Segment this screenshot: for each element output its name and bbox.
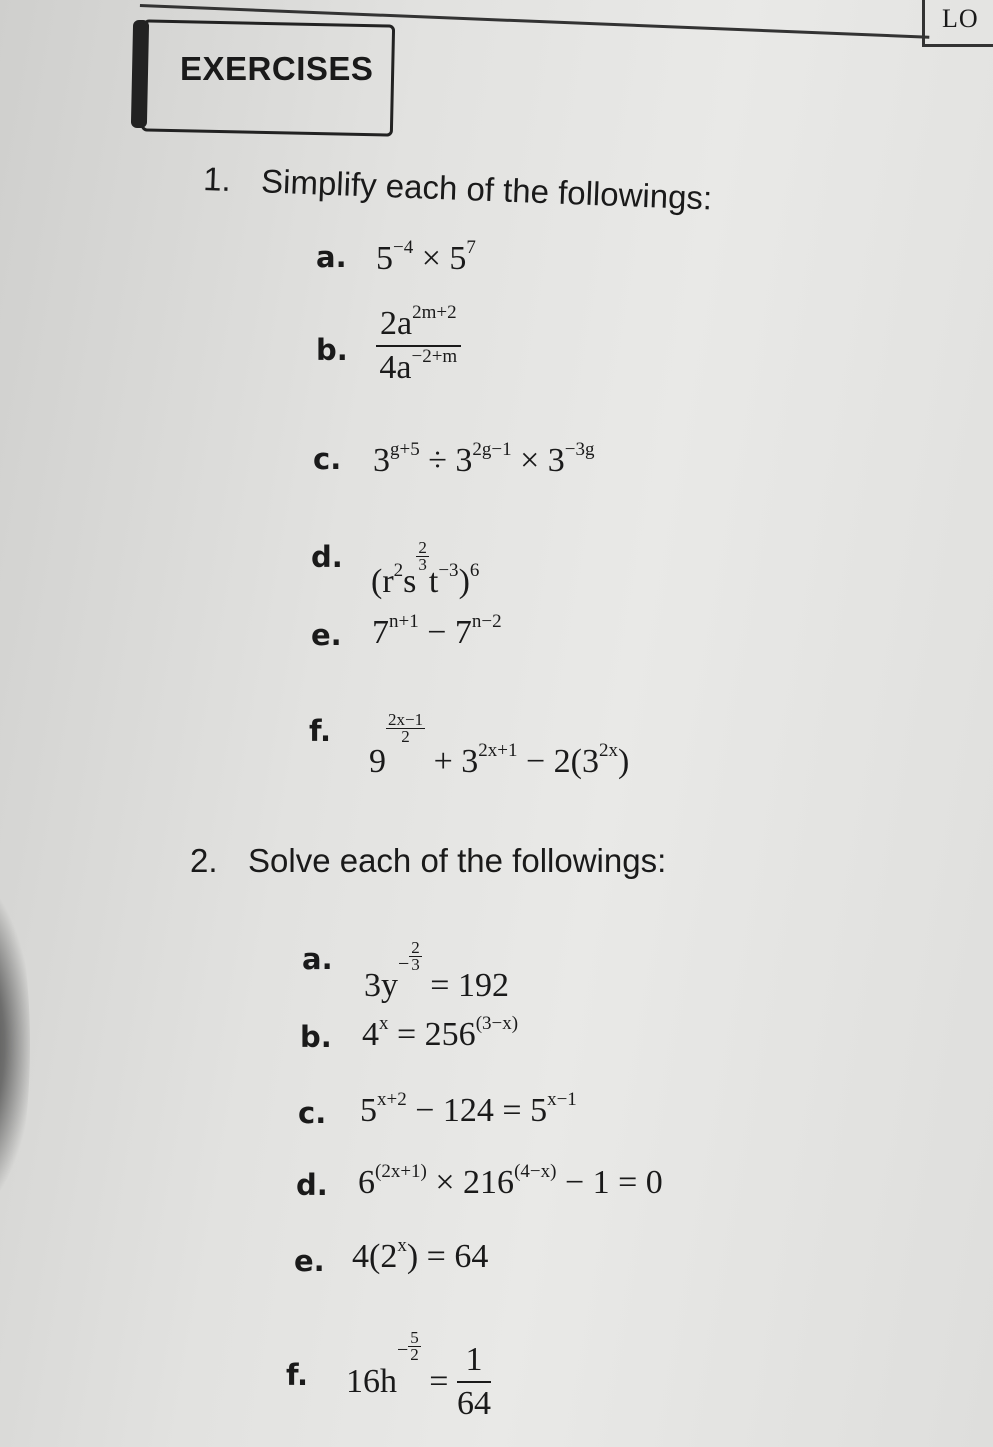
corner-label: LO xyxy=(942,4,979,33)
corner-rule-vertical xyxy=(922,0,925,46)
question-prompt: Simplify each of the followings: xyxy=(260,162,713,217)
item-label: a. xyxy=(302,942,333,976)
item-label: d. xyxy=(296,1168,328,1202)
expression-1d: ($r^2s$ $\frac{2}{3}$ $t^{-3})^6$ xyxy=(371,538,480,600)
item-label: e. xyxy=(311,618,342,652)
section-title: EXERCISES xyxy=(180,50,374,87)
equation-2c: $5^{x+2} - 124 = 5^{x-1}$ xyxy=(360,1089,577,1129)
question-1-heading xyxy=(203,160,713,218)
equation-2d: $6^{(2x+1)} \times 216^{(4-x)} - 1 = 0$ xyxy=(358,1161,663,1201)
corner-rule-horizontal xyxy=(922,44,993,47)
item-label: a. xyxy=(316,240,347,274)
item-label: f. xyxy=(309,714,332,748)
question-prompt: Solve each of the followings: xyxy=(248,842,667,879)
expression-1b xyxy=(376,302,461,387)
question-number: 1. xyxy=(202,160,232,199)
equation-2e: $4(2^x) = 64$ xyxy=(352,1235,489,1275)
equation-2b: $4^x = 256^{(3-x)}$ xyxy=(362,1013,519,1053)
item-label: b. xyxy=(316,333,348,367)
item-label: b. xyxy=(300,1020,332,1054)
expression-1a: $5^{-4} \times 5^7$ xyxy=(376,237,476,277)
item-label: c. xyxy=(298,1096,327,1130)
item-label: d. xyxy=(311,540,343,574)
item-label: f. xyxy=(286,1358,309,1392)
question-number: 2. xyxy=(190,842,218,879)
equation-2f: 16h− $\frac{5}{2}$ = $\frac{1}{64}$ xyxy=(346,1328,491,1423)
expression-1e: $7^{n+1} - 7^{n-2}$ xyxy=(372,611,502,651)
expression-1f: 9 $\frac{2x-1}{2}$ + $3^{2x+1} - 2(3^{2x})$ xyxy=(369,710,630,780)
finger-shadow xyxy=(0,880,30,1210)
item-label: e. xyxy=(294,1244,325,1278)
fraction: $\frac{2a^{2m+2}}{4a^{-2+m}}$ xyxy=(376,305,461,387)
question-2-heading xyxy=(190,842,666,880)
equation-2a: 3y− $\frac{2}{3}$ = 192 xyxy=(364,938,509,1004)
expression-1c: $3^{g+5} \div 3^{2g-1} \times 3^{-3g}$ xyxy=(373,439,595,479)
item-label: c. xyxy=(313,442,342,476)
